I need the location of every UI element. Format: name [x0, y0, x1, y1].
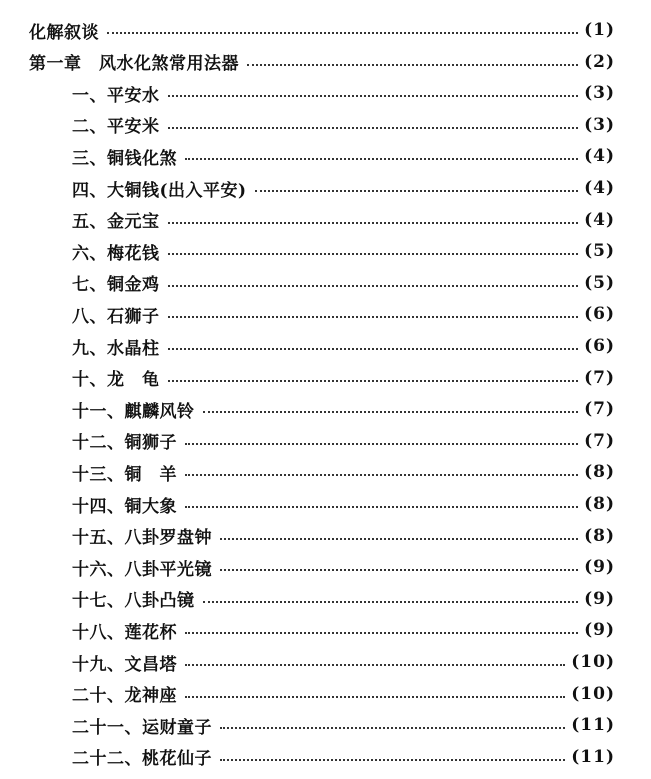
toc-page-number: (9) — [584, 620, 615, 641]
toc-entry-row[interactable] — [0, 79, 651, 107]
toc-entry-title: 十三、铜 羊 — [72, 464, 177, 485]
toc-page-number: (10) — [571, 652, 615, 672]
dot-leader — [185, 662, 565, 666]
dot-leader — [203, 409, 579, 413]
dot-leader — [185, 630, 578, 634]
dot-leader — [247, 62, 578, 66]
toc-entry-title: 十九、文昌塔 — [72, 654, 177, 675]
toc-page-number: (4) — [584, 209, 615, 230]
toc-page-number: (7) — [584, 367, 615, 388]
toc-entry-row[interactable] — [0, 522, 651, 550]
dot-leader — [168, 346, 579, 350]
toc-entry-row[interactable] — [0, 300, 651, 328]
toc-entry-row[interactable] — [0, 711, 651, 739]
toc-entry-row[interactable] — [0, 648, 651, 676]
toc-entry-row[interactable] — [0, 490, 651, 518]
toc-entry-title: 二十二、桃花仙子 — [72, 749, 212, 770]
toc-entry-row[interactable] — [0, 743, 651, 771]
dot-leader — [168, 251, 579, 255]
toc-entry-row[interactable] — [0, 458, 651, 486]
dot-leader — [185, 441, 578, 445]
toc-entry-title: 十七、八卦凸镜 — [72, 591, 195, 612]
toc-entry-row[interactable] — [0, 616, 651, 644]
dot-leader — [185, 694, 565, 698]
toc-entry-row[interactable] — [0, 142, 651, 170]
toc-entry-title: 化解叙谈 — [29, 22, 99, 43]
toc-entry-row[interactable] — [0, 585, 651, 613]
toc-entry-row[interactable] — [0, 680, 651, 708]
toc-page-number: (7) — [584, 399, 615, 420]
toc-entry-title: 七、铜金鸡 — [72, 275, 160, 296]
toc-entry-title: 一、平安水 — [72, 85, 160, 106]
toc-entry-title: 八、石狮子 — [72, 306, 160, 327]
dot-leader — [107, 30, 578, 34]
toc-page-number: (6) — [584, 304, 615, 325]
toc-entry-row[interactable] — [0, 174, 651, 202]
toc-page-number: (2) — [584, 51, 615, 72]
dot-leader — [168, 378, 579, 382]
toc-entry-title: 二十一、运财童子 — [72, 717, 212, 738]
toc-page-number: (4) — [584, 146, 615, 167]
dot-leader — [220, 567, 578, 571]
toc-entry-title: 十一、麒麟风铃 — [72, 401, 195, 422]
toc-page-number: (9) — [584, 588, 615, 609]
toc-chapter-row[interactable] — [0, 48, 651, 76]
toc-page-number: (10) — [571, 683, 615, 704]
toc-page-number: (7) — [584, 430, 615, 451]
toc-entry-title: 十、龙 龟 — [72, 370, 160, 391]
toc-page-number: (8) — [584, 462, 615, 483]
toc-page-number: (8) — [584, 494, 615, 514]
toc-page-number: (1) — [584, 20, 615, 40]
toc-entry-title: 十五、八卦罗盘钟 — [72, 528, 212, 549]
toc-entry-row[interactable] — [0, 364, 651, 392]
toc-page-number: (5) — [584, 241, 615, 262]
toc-entry-title: 十二、铜狮子 — [72, 433, 177, 454]
toc-chapter-row[interactable] — [0, 16, 651, 44]
toc-entry-title: 四、大铜钱(出入平安) — [72, 180, 247, 201]
toc-page-number: (3) — [584, 114, 615, 135]
dot-leader — [255, 188, 578, 192]
toc-page-number: (4) — [584, 178, 615, 198]
toc-entry-row[interactable] — [0, 237, 651, 265]
toc-entry-row[interactable] — [0, 332, 651, 360]
dot-leader — [185, 472, 578, 476]
dot-leader — [168, 314, 579, 318]
toc-page-number: (8) — [584, 525, 615, 546]
toc-entry-row[interactable] — [0, 395, 651, 423]
dot-leader — [168, 283, 579, 287]
toc-entry-title: 第一章 风水化煞常用法器 — [29, 54, 239, 75]
toc-entry-title: 十四、铜大象 — [72, 496, 177, 517]
dot-leader — [220, 757, 565, 761]
toc-entry-row[interactable] — [0, 206, 651, 234]
toc-page-number: (11) — [571, 715, 615, 736]
toc-page-number: (3) — [584, 83, 615, 104]
toc-entry-title: 五、金元宝 — [72, 212, 160, 233]
toc-page-number: (11) — [571, 746, 615, 767]
toc-entry-row[interactable] — [0, 111, 651, 139]
toc-entry-title: 十六、八卦平光镜 — [72, 559, 212, 580]
toc-entry-title: 二、平安米 — [72, 117, 160, 138]
toc-entry-title: 六、梅花钱 — [72, 243, 160, 264]
toc-entry-title: 九、水晶柱 — [72, 338, 160, 359]
dot-leader — [220, 536, 578, 540]
dot-leader — [168, 93, 579, 97]
toc-entry-row[interactable] — [0, 269, 651, 297]
toc-page-number: (5) — [584, 272, 615, 293]
toc-entry-row[interactable] — [0, 553, 651, 581]
dot-leader — [185, 504, 578, 508]
dot-leader — [203, 599, 579, 603]
dot-leader — [220, 725, 565, 729]
toc-entry-title: 十八、莲花杯 — [72, 622, 177, 643]
toc-entry-title: 二十、龙神座 — [72, 686, 177, 707]
toc-page-number: (6) — [584, 336, 615, 356]
dot-leader — [185, 156, 578, 160]
dot-leader — [168, 220, 579, 224]
dot-leader — [168, 125, 579, 129]
toc-entry-title: 三、铜钱化煞 — [72, 148, 177, 169]
toc-entry-row[interactable] — [0, 427, 651, 455]
toc-page-number: (9) — [584, 557, 615, 578]
